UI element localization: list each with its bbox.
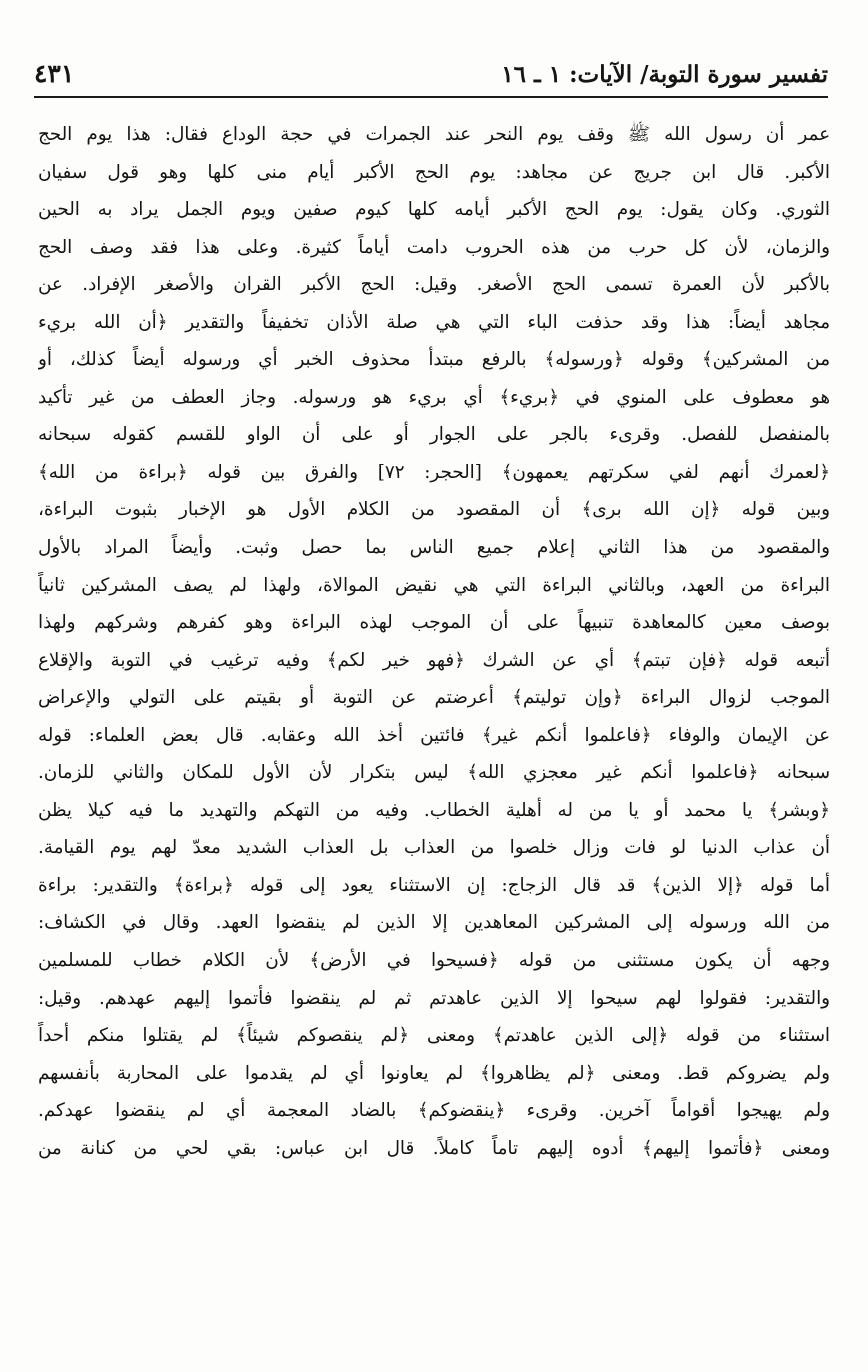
text-line: مجاهد أيضاً: هذا وقد حذفت الباء التي هي صلة الأذان تخفيفاً والتقدير ﴿أن الله بريء bbox=[38, 311, 830, 333]
text-line: ومعنى ﴿فأتموا إليهم﴾ أدوه إليهم تاماً كاملاً. قال ابن عباس: بقي لحي من كنانة من bbox=[38, 1137, 830, 1159]
text-line: عمر أن رسول الله ﷺ وقف يوم النحر عند الجمرات في حجة الوداع فقال: هذا يوم الحج bbox=[38, 124, 830, 145]
text-line: والمقصود من هذا الثاني إعلام جميع الناس بما حصل وثبت. وأيضاً المراد بالأول bbox=[38, 537, 830, 559]
text-line: بالمنفصل للفصل. وقرىء بالجر على الجوار أو على أن الواو للقسم كقوله سبحانه bbox=[38, 424, 830, 446]
text-line: والتقدير: فقولوا لهم سيحوا إلا الذين عاهدتم ثم لم ينقضوا فأتموا إليهم عهدهم. وقيل: bbox=[38, 987, 830, 1009]
text-line: ولم يهيجوا أقواماً آخرين. وقرىء ﴿ينقضوكم﴾ بالضاد المعجمة أي لم ينقضوا عهدكم. bbox=[38, 1100, 830, 1122]
text-line: استثناء من قوله ﴿إلى الذين عاهدتم﴾ ومعنى ﴿لم ينقصوكم شيئاً﴾ لم يقتلوا منكم أحداً bbox=[38, 1025, 830, 1047]
header-rule bbox=[34, 96, 828, 98]
text-line: الثوري. وكان يقول: يوم الحج الأكبر أيامه كلها كيوم صفين ويوم الجمل يراد به الحين bbox=[38, 199, 830, 221]
text-line: والزمان، لأن كل حرب من هذه الحروب دامت أياماً كثيرة. وعلى هذا فقد وصف الحج bbox=[38, 236, 830, 258]
running-title: تفسير سورة التوبة/ الآيات: ١ ـ ١٦ bbox=[501, 61, 828, 88]
text-line: أن عذاب الدنيا لو فات وزال خلصوا من العذاب بل العذاب الشديد معدّ لهم يوم القيامة. bbox=[38, 837, 830, 859]
text-line: من الله ورسوله إلى المشركين المعاهدين إلا الذين لم ينقضوا العهد. وقال في الكشاف: bbox=[38, 912, 830, 934]
text-line: ﴿لعمرك أنهم لفي سكرتهم يعمهون﴾ [الحجر: ٧٢] والفرق بين قوله ﴿براءة من الله﴾ bbox=[38, 461, 830, 483]
text-line: من المشركين﴾ وقوله ﴿ورسوله﴾ بالرفع مبتدأ محذوف الخبر أي ورسوله أيضاً كذلك، أو bbox=[38, 349, 830, 371]
text-line: أتبعه قوله ﴿فإن تبتم﴾ أي عن الشرك ﴿فهو خير لكم﴾ وفيه ترغيب في التوبة والإقلاع bbox=[38, 649, 830, 671]
text-line: وجهه أن يكون مستثنى من قوله ﴿فسيحوا في الأرض﴾ لأن الكلام خطاب للمسلمين bbox=[38, 950, 830, 972]
text-line: ولم يضروكم قط. ومعنى ﴿لم يظاهروا﴾ لم يعاونوا أي لم يقدموا على المحاربة بأنفسهم bbox=[38, 1062, 830, 1084]
text-line: بوصف معين كالمعاهدة تنبيهاً على أن الموجب لهذه البراءة وهو كفرهم وشركهم ولهذا bbox=[38, 612, 830, 634]
text-line: الأكبر. قال ابن جريج عن مجاهد: يوم الحج الأكبر أيام منى كلها وهو قول سفيان bbox=[38, 161, 830, 183]
page-number: ٤٣١ bbox=[34, 59, 75, 88]
text-line: عن الإيمان والوفاء ﴿فاعلموا أنكم غير﴾ فائتين أخذ الله وعقابه. قال بعض العلماء: قوله bbox=[38, 724, 830, 746]
text-line: سبحانه ﴿فاعلموا أنكم غير معجزي الله﴾ ليس بتكرار لأن الأول للمكان والثاني للزمان. bbox=[38, 762, 830, 784]
text-line: البراءة من العهد، وبالثاني البراءة التي هي نقيض الموالاة، ولهذا لم يصف المشركين ثانياً bbox=[38, 574, 830, 596]
text-line: بالأكبر لأن العمرة تسمى الحج الأصغر. وقيل: الحج الأكبر القران والأصغر الإفراد. عن bbox=[38, 274, 830, 296]
text-line: وبين قوله ﴿إن الله برى﴾ أن المقصود من الكلام الأول هو الإخبار بثبوت البراءة، bbox=[38, 499, 830, 521]
text-line: ﴿وبشر﴾ يا محمد أو يا من له أهلية الخطاب. وفيه من التهكم والتهديد ما فيه كيلا يظن bbox=[38, 799, 830, 821]
text-line: الموجب لزوال البراءة ﴿وإن توليتم﴾ أعرضتم عن التوبة أو بقيتم على التولي والإعراض bbox=[38, 687, 830, 709]
page-header bbox=[34, 52, 828, 98]
body-text bbox=[38, 116, 830, 1167]
text-line: أما قوله ﴿إلا الذين﴾ قد قال الزجاج: إن الاستثناء يعود إلى قوله ﴿براءة﴾ والتقدير: براءة bbox=[38, 874, 830, 896]
text-line: هو معطوف على المنوي في ﴿بريء﴾ أي بريء هو ورسوله. وجاز العطف من غير تأكيد bbox=[38, 386, 830, 408]
